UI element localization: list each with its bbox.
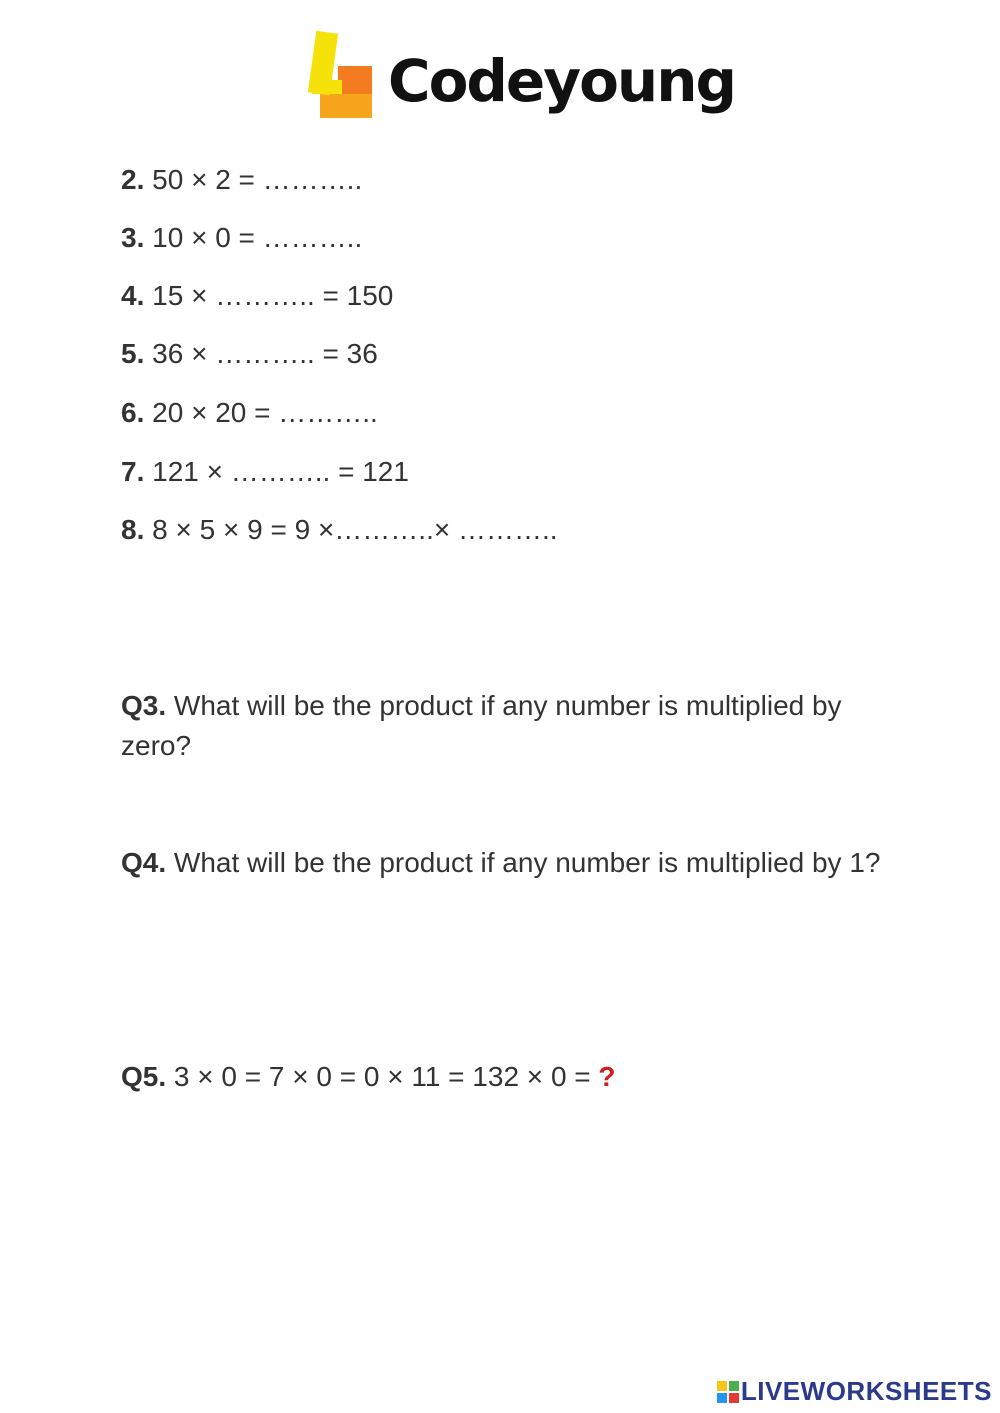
exercise-text: 15 × ……….. = 150 <box>152 280 394 311</box>
exercise-4 <box>121 276 393 316</box>
question-text: 3 × 0 = 7 × 0 = 0 × 11 = 132 × 0 = <box>173 1061 599 1092</box>
exercise-7 <box>121 452 409 492</box>
exercise-5 <box>121 334 378 374</box>
exercise-text: 36 × ……….. = 36 <box>152 338 378 369</box>
exercise-number: 7. <box>121 456 145 487</box>
exercise-number: 5. <box>121 338 145 369</box>
exercise-number: 6. <box>121 397 145 428</box>
liveworksheets-icon <box>717 1381 739 1403</box>
exercise-number: 2. <box>121 164 145 195</box>
question-text: What will be the product if any number is multiplied by zero? <box>121 690 842 761</box>
exercise-text: 50 × 2 = ……….. <box>152 164 363 195</box>
exercise-6 <box>121 393 378 433</box>
exercise-text: 8 × 5 × 9 = 9 ×………..× ……….. <box>152 514 558 545</box>
exercise-2 <box>121 160 362 200</box>
logo-mark-icon <box>308 30 378 125</box>
exercise-text: 121 × ……….. = 121 <box>152 456 409 487</box>
question-4 <box>121 843 881 883</box>
question-label: Q4. <box>121 847 167 878</box>
exercise-text: 10 × 0 = ……….. <box>152 222 363 253</box>
question-5 <box>121 1057 881 1097</box>
liveworksheets-watermark <box>717 1376 992 1407</box>
logo-text: Codeyoung <box>388 47 736 115</box>
exercise-text: 20 × 20 = ……….. <box>152 397 378 428</box>
question-3 <box>121 686 881 766</box>
question-label: Q3. <box>121 690 167 721</box>
codeyoung-logo <box>308 30 736 130</box>
watermark-text: LIVEWORKSHEETS <box>740 1376 992 1406</box>
question-text: What will be the product if any number is multiplied by 1? <box>173 847 881 878</box>
question-mark: ? <box>598 1061 616 1092</box>
exercise-number: 3. <box>121 222 145 253</box>
exercise-3 <box>121 218 362 258</box>
question-label: Q5. <box>121 1061 167 1092</box>
exercise-number: 8. <box>121 514 145 545</box>
exercise-number: 4. <box>121 280 145 311</box>
exercise-8 <box>121 510 558 550</box>
